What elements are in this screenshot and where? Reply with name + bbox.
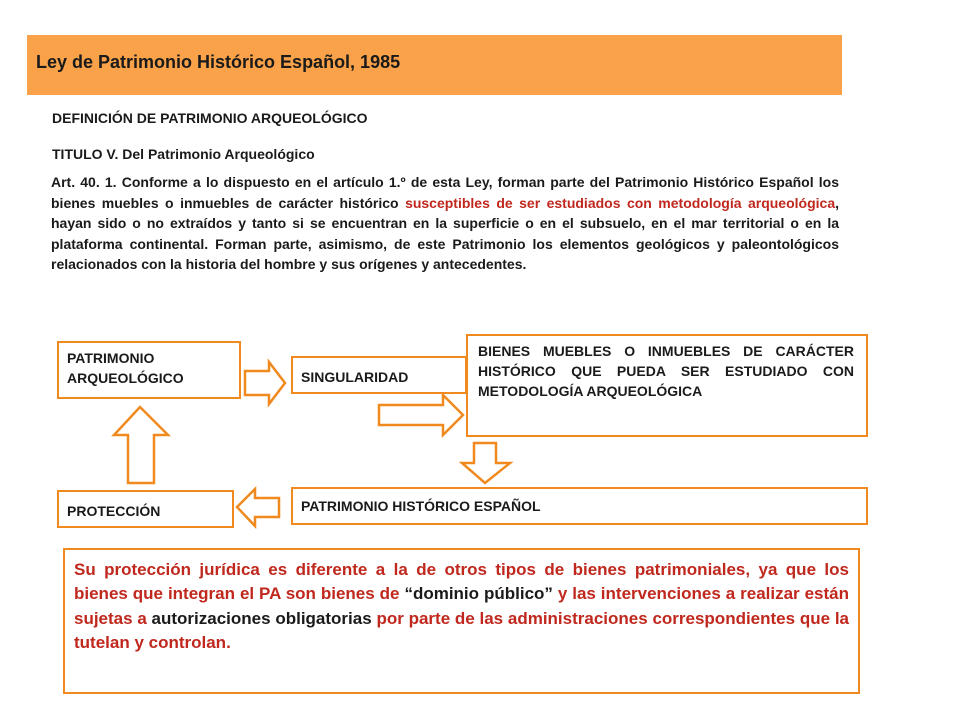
box-proteccion-label: PROTECCIÓN	[67, 503, 161, 519]
box-proteccion	[57, 490, 234, 528]
box-bienes-label: BIENES MUEBLES O INMUEBLES DE CARÁCTER HISTÓRICO QUE PUEDA SER ESTUDIADO CON METODOLOGÍA ARQUEOLÓGICA	[478, 343, 854, 399]
arrow-right-icon	[377, 393, 465, 441]
legal-note-text-1: Su protección jurídica es diferente a la de otros tipos de bienes patrimoniales, ya que los bienes que integran el PA son bienes de	[74, 560, 849, 604]
arrow-up-icon	[112, 405, 170, 485]
slide-title: Ley de Patrimonio Histórico Español, 1985	[36, 52, 401, 72]
arrow-down-icon	[460, 441, 512, 485]
legal-note-emphasis-2: autorizaciones obligatorias	[151, 608, 372, 628]
box-bienes	[466, 334, 868, 437]
box-singularidad-label: SINGULARIDAD	[301, 369, 409, 385]
box-patrimonio-historico-label: PATRIMONIO HISTÓRICO ESPAÑOL	[301, 498, 541, 514]
legal-note-text-2: y las intervenciones a realizar están sujetas a	[74, 584, 850, 628]
article-text-part1: Art. 40. 1. Conforme a lo dispuesto en el artículo 1.º de esta Ley, forman parte del Patrimonio Histórico Español los bienes muebles o inmuebles de carácter histórico	[51, 174, 839, 211]
box-patrimonio-arqueologico-label: PATRIMONIO ARQUEOLÓGICO	[67, 350, 184, 386]
article-text-part2: , hayan sido o no extraídos y tanto si se encuentran en la superficie o en el subsuelo, en el mar territorial o en la plataforma continental. Forman parte, asimismo, de este Patrimonio los elementos geológicos y paleontológicos relacionados con la historia del hombre y sus orígenes y antecedentes.	[51, 194, 839, 273]
arrow-right-icon	[243, 360, 287, 408]
arrow-left-icon	[235, 487, 281, 531]
legal-note-text-3: por parte de las administraciones correspondientes que la tutelan y controlan.	[74, 608, 849, 652]
box-patrimonio-arqueologico	[57, 341, 241, 399]
legal-note-box	[63, 548, 860, 694]
section-heading: DEFINICIÓN DE PATRIMONIO ARQUEOLÓGICO	[52, 110, 368, 126]
legal-note-emphasis-1: “dominio público”	[404, 584, 553, 604]
article-text	[51, 172, 839, 275]
article-highlight: susceptibles de ser estudiados con metodología arqueológica	[405, 194, 836, 211]
box-patrimonio-historico	[291, 487, 868, 525]
box-singularidad	[291, 356, 467, 394]
title-banner	[27, 35, 842, 95]
section-subheading: TITULO V. Del Patrimonio Arqueológico	[52, 146, 315, 162]
